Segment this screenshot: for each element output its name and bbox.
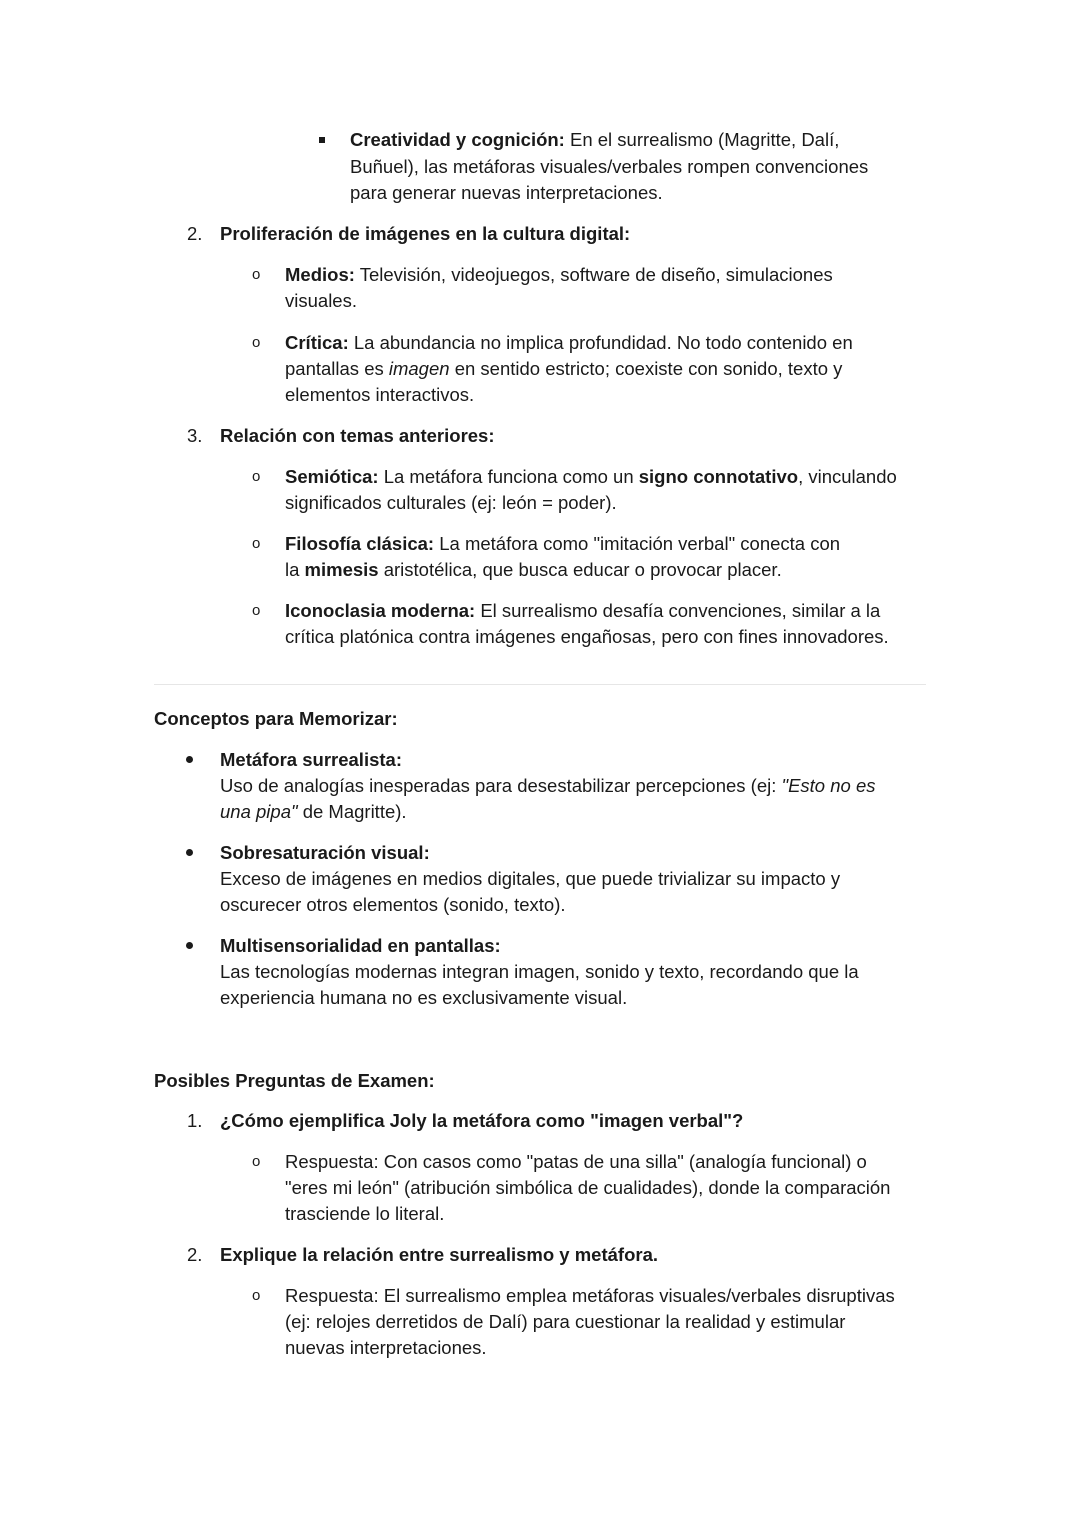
critica-line-1: Crítica: La abundancia no implica profundidad. No todo contenido en (285, 332, 853, 353)
bullet-dot-icon (186, 756, 193, 763)
circle-bullet-icon: o (252, 468, 261, 485)
filosofia-line-1: Filosofía clásica: La metáfora como "imitación verbal" conecta con (285, 533, 841, 554)
medios-line-2: visuales. (285, 290, 357, 311)
creatividad-title: Creatividad y cognición: (350, 129, 565, 150)
section-divider (154, 684, 926, 685)
circle-bullet-icon: o (252, 535, 261, 552)
circle-bullet-icon: o (252, 334, 261, 351)
answer-2-line-1: Respuesta: El surrealismo emplea metáforas visuales/verbales disruptivas (285, 1285, 895, 1306)
answer-1-line-2: "eres mi león" (atribución simbólica de cualidades), donde la comparación (285, 1177, 891, 1198)
bullet-dot-icon (186, 942, 193, 949)
circle-bullet-icon: o (252, 602, 261, 619)
answer-2-line-2: (ej: relojes derretidos de Dalí) para cuestionar la realidad y estimular (285, 1311, 846, 1332)
question-number-1: 1. (187, 1110, 203, 1131)
item2-heading: Proliferación de imágenes en la cultura digital: (220, 223, 631, 244)
medios-line-1: Medios: Televisión, videojuegos, software de diseño, simulaciones (285, 264, 833, 285)
critica-line-3: elementos interactivos. (285, 384, 475, 405)
circle-bullet-icon: o (252, 1153, 261, 1170)
iconoclasia-line-1: Iconoclasia moderna: El surrealismo desafía convenciones, similar a la (285, 600, 881, 621)
concepto-2-title: Sobresaturación visual: (220, 842, 430, 863)
concepto-3-line-2: experiencia humana no es exclusivamente visual. (220, 987, 628, 1008)
filosofia-line-2: la mimesis aristotélica, que busca educar o provocar placer. (285, 559, 782, 580)
concepto-3-line-1: Las tecnologías modernas integran imagen, sonido y texto, recordando que la (220, 961, 859, 982)
list-number-2: 2. (187, 223, 203, 244)
creatividad-line-2: Buñuel), las metáforas visuales/verbales rompen convenciones (350, 156, 869, 177)
answer-2-line-3: nuevas interpretaciones. (285, 1337, 487, 1358)
answer-1-line-3: trasciende lo literal. (285, 1203, 445, 1224)
concepto-2-line-1: Exceso de imágenes en medios digitales, que puede trivializar su impacto y (220, 868, 841, 889)
concepto-1-title: Metáfora surrealista: (220, 749, 402, 770)
square-bullet-icon (319, 137, 325, 143)
conceptos-heading: Conceptos para Memorizar: (154, 708, 398, 729)
bullet-dot-icon (186, 849, 193, 856)
concepto-1-line-2: una pipa" de Magritte). (220, 801, 407, 822)
concepto-3-title: Multisensorialidad en pantallas: (220, 935, 501, 956)
question-2: Explique la relación entre surrealismo y metáfora. (220, 1244, 659, 1265)
circle-bullet-icon: o (252, 266, 261, 283)
creatividad-line-1: Creatividad y cognición: En el surrealismo (Magritte, Dalí, (350, 129, 840, 150)
answer-1-line-1: Respuesta: Con casos como "patas de una silla" (analogía funcional) o (285, 1151, 867, 1172)
item3-heading: Relación con temas anteriores: (220, 425, 495, 446)
creatividad-line-3: para generar nuevas interpretaciones. (350, 182, 663, 203)
semiotica-line-2: significados culturales (ej: león = poder). (285, 492, 617, 513)
iconoclasia-line-2: crítica platónica contra imágenes engañosas, pero con fines innovadores. (285, 626, 889, 647)
circle-bullet-icon: o (252, 1287, 261, 1304)
question-1: ¿Cómo ejemplifica Joly la metáfora como "imagen verbal"? (220, 1110, 744, 1131)
preguntas-heading: Posibles Preguntas de Examen: (154, 1070, 435, 1091)
concepto-1-line-1: Uso de analogías inesperadas para desestabilizar percepciones (ej: "Esto no es (220, 775, 876, 796)
semiotica-line-1: Semiótica: La metáfora funciona como un signo connotativo, vinculando (285, 466, 897, 487)
concepto-2-line-2: oscurecer otros elementos (sonido, texto). (220, 894, 566, 915)
critica-line-2: pantallas es imagen en sentido estricto; coexiste con sonido, texto y (285, 358, 843, 379)
list-number-3: 3. (187, 425, 203, 446)
question-number-2: 2. (187, 1244, 203, 1265)
